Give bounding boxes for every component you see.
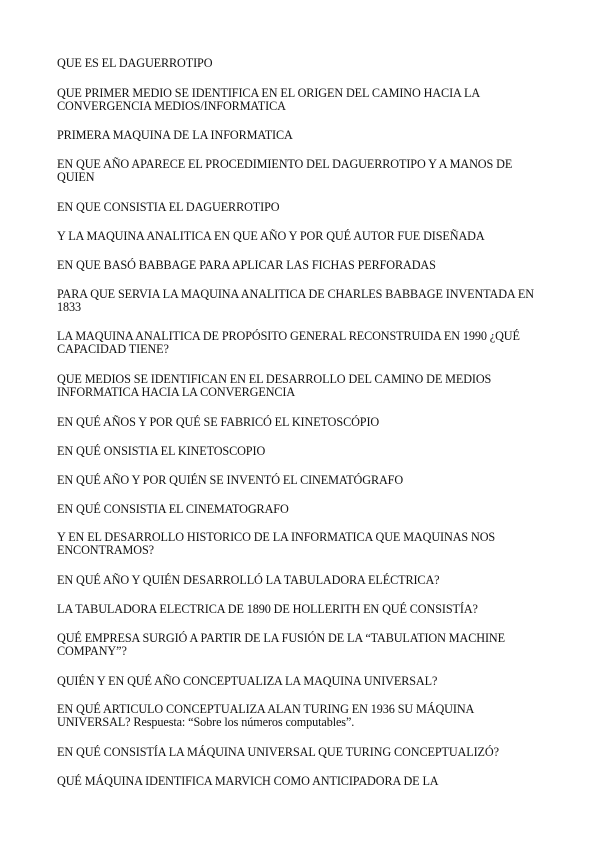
question-7: EN QUE BASÓ BABBAGE PARA APLICAR LAS FICHAS PERFORADAS bbox=[57, 258, 436, 272]
question-16: EN QUÉ AÑO Y QUIÉN DESARROLLÓ LA TABULADORA ELÉCTRICA? bbox=[57, 573, 440, 587]
question-14: EN QUÉ CONSISTIA EL CINEMATOGRAFO bbox=[57, 502, 289, 516]
question-2: QUE PRIMER MEDIO SE IDENTIFICA EN EL ORIGEN DEL CAMINO HACIA LA CONVERGENCIA MEDIOS/INFORMATICA bbox=[57, 86, 480, 113]
question-21: EN QUÉ CONSISTÍA LA MÁQUINA UNIVERSAL QUE TURING CONCEPTUALIZÓ? bbox=[57, 745, 499, 759]
question-9: LA MAQUINA ANALITICA DE PROPÓSITO GENERAL RECONSTRUIDA EN 1990 ¿QUÉ CAPACIDAD TIENE? bbox=[57, 329, 520, 356]
question-11: EN QUÉ AÑOS Y POR QUÉ SE FABRICÓ EL KINETOSCÓPIO bbox=[57, 415, 380, 429]
question-1: QUE ES EL DAGUERROTIPO bbox=[57, 56, 213, 70]
question-12: EN QUÉ ONSISTIA EL KINETOSCOPIO bbox=[57, 444, 266, 458]
question-15: Y EN EL DESARROLLO HISTORICO DE LA INFORMATICA QUE MAQUINAS NOS ENCONTRAMOS? bbox=[57, 530, 496, 557]
question-3: PRIMERA MAQUINA DE LA INFORMATICA bbox=[57, 128, 293, 142]
question-4: EN QUE AÑO APARECE EL PROCEDIMIENTO DEL DAGUERROTIPO Y A MANOS DE QUIEN bbox=[57, 157, 513, 184]
question-20: EN QUÉ ARTICULO CONCEPTUALIZA ALAN TURING EN 1936 SU MÁQUINA UNIVERSAL? Respuesta: “Sobre los números computables”. bbox=[57, 702, 474, 729]
question-18: QUÉ EMPRESA SURGIÓ A PARTIR DE LA FUSIÓN DE LA “TABULATION MACHINE COMPANY”? bbox=[57, 631, 505, 658]
question-6: Y LA MAQUINA ANALITICA EN QUE AÑO Y POR QUÉ AUTOR FUE DISEÑADA bbox=[57, 229, 485, 243]
question-19: QUIÉN Y EN QUÉ AÑO CONCEPTUALIZA LA MAQUINA UNIVERSAL? bbox=[57, 674, 438, 688]
question-5: EN QUE CONSISTIA EL DAGUERROTIPO bbox=[57, 200, 280, 214]
question-22: QUÉ MÁQUINA IDENTIFICA MARVICH COMO ANTICIPADORA DE LA bbox=[57, 774, 439, 788]
question-8: PARA QUE SERVIA LA MAQUINA ANALITICA DE CHARLES BABBAGE INVENTADA EN 1833 bbox=[57, 287, 534, 314]
question-10: QUE MEDIOS SE IDENTIFICAN EN EL DESARROLLO DEL CAMINO DE MEDIOS INFORMATICA HACIA LA CONVERGENCIA bbox=[57, 372, 492, 399]
question-17: LA TABULADORA ELECTRICA DE 1890 DE HOLLERITH EN QUÉ CONSISTÍA? bbox=[57, 602, 478, 616]
question-13: EN QUÉ AÑO Y POR QUIÉN SE INVENTÓ EL CINEMATÓGRAFO bbox=[57, 473, 404, 487]
